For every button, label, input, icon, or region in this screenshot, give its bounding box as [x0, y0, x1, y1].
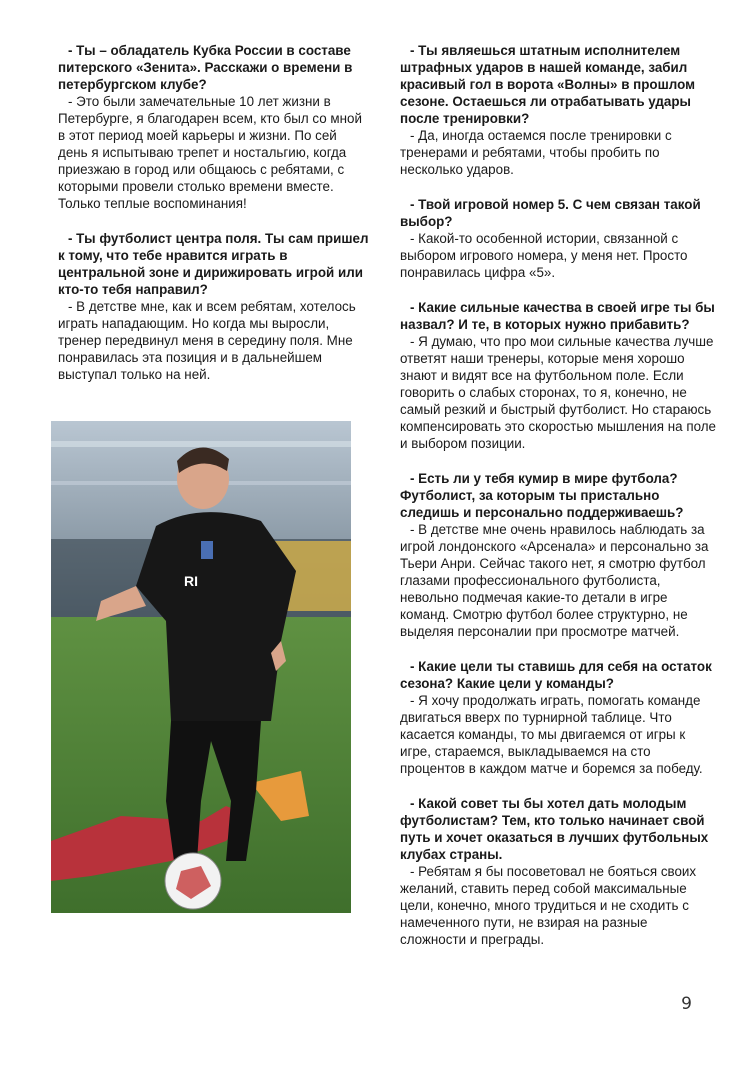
question: - Ты – обладатель Кубка России в составе питерского «Зенита». Расскажи о времени в петербургском клубе? [58, 43, 353, 92]
answer: - В детстве мне, как и всем ребятам, хотелось играть нападающим. Но когда мы выросли, тренер передвинул меня в середину поля. Мне понравилась эта позиция и в дальнейшем выступал только на ней. [58, 299, 356, 382]
answer: - Ребятам я бы посоветовал не бояться своих желаний, ставить перед собой максимальные цели, конечно, много трудиться и не сходить с намеченного пути, не взирая на разные сложности и преграды. [400, 864, 697, 947]
question: - Какой совет ты бы хотел дать молодым футболистам? Тем, кто только начинает свой путь и хочет оказаться в лучших футбольных клубах страны. [400, 796, 709, 862]
qa-block [400, 470, 716, 640]
player-photo [51, 421, 351, 913]
qa-block [400, 658, 716, 777]
answer: - Это были замечательные 10 лет жизни в Петербурге, я благодарен всем, кто был со мной в этот период моей карьеры и жизни. По сей день я испытываю трепет и ностальгию, когда приезжаю в город или общаюсь с ребятами, с которыми провели столько времени вместе. Только теплые воспоминания! [58, 94, 362, 211]
answer: - Я думаю, что про мои сильные качества лучше ответят наши тренеры, которые меня хорошо знают и видят все на футбольном поле. Если говорить о слабых сторонах, то я, конечно, не самый резкий и быстрый футболист. Но стараюсь компенсировать это скоростью мышления на поле и выбором позиции. [400, 334, 716, 451]
question: - Какие цели ты ставишь для себя на остаток сезона? Какие цели у команды? [400, 659, 712, 691]
answer: - Да, иногда остаемся после тренировки с тренерами и ребятами, чтобы пробить по несколько ударов. [400, 128, 672, 177]
question: - Какие сильные качества в своей игре ты бы назвал? И те, в которых нужно прибавить? [400, 300, 715, 332]
qa-block [58, 230, 370, 383]
question: - Ты являешься штатным исполнителем штрафных ударов в нашей команде, забил красивый гол в ворота «Волны» в прошлом сезоне. Остаешься ли отрабатывать удары после тренировки? [400, 43, 695, 126]
qa-block [58, 42, 370, 212]
qa-block [400, 795, 716, 948]
answer: - Я хочу продолжать играть, помогать команде двигаться вверх по турнирной таблице. Что касается команды, то мы двигаемся от игры к игре, стараемся, выкладываемся на сто процентов в каждом матче и боремся за победу. [400, 693, 703, 776]
qa-block [400, 42, 716, 178]
qa-block [400, 299, 716, 452]
club-crest [201, 541, 213, 559]
left-column [58, 42, 370, 401]
right-column [400, 42, 716, 966]
qa-block [400, 196, 716, 281]
jersey-sponsor: RI [184, 573, 198, 589]
answer: - Какой-то особенной истории, связанной с выбором игрового номера, у меня нет. Просто понравилась цифра «5». [400, 231, 688, 280]
question: - Ты футболист центра поля. Ты сам пришел к тому, что тебе нравится играть в центральной зоне и дирижировать игрой или кто-то тебя направил? [58, 231, 369, 297]
answer: - В детстве мне очень нравилось наблюдать за игрой лондонского «Арсенала» и персонально за Тьери Анри. Сейчас такого нет, я смотрю футбол глазами профессионального футболиста, невольно подмечая какие-то детали в игре команд. Смотрю футбол более структурно, не выделяя персоналии при просмотре матчей. [400, 522, 709, 639]
question: - Есть ли у тебя кумир в мире футбола? Футболист, за которым ты пристально следишь и персонально поддерживаешь? [400, 471, 684, 520]
question: - Твой игровой номер 5. С чем связан такой выбор? [400, 197, 701, 229]
page-number: 9 [681, 994, 692, 1014]
